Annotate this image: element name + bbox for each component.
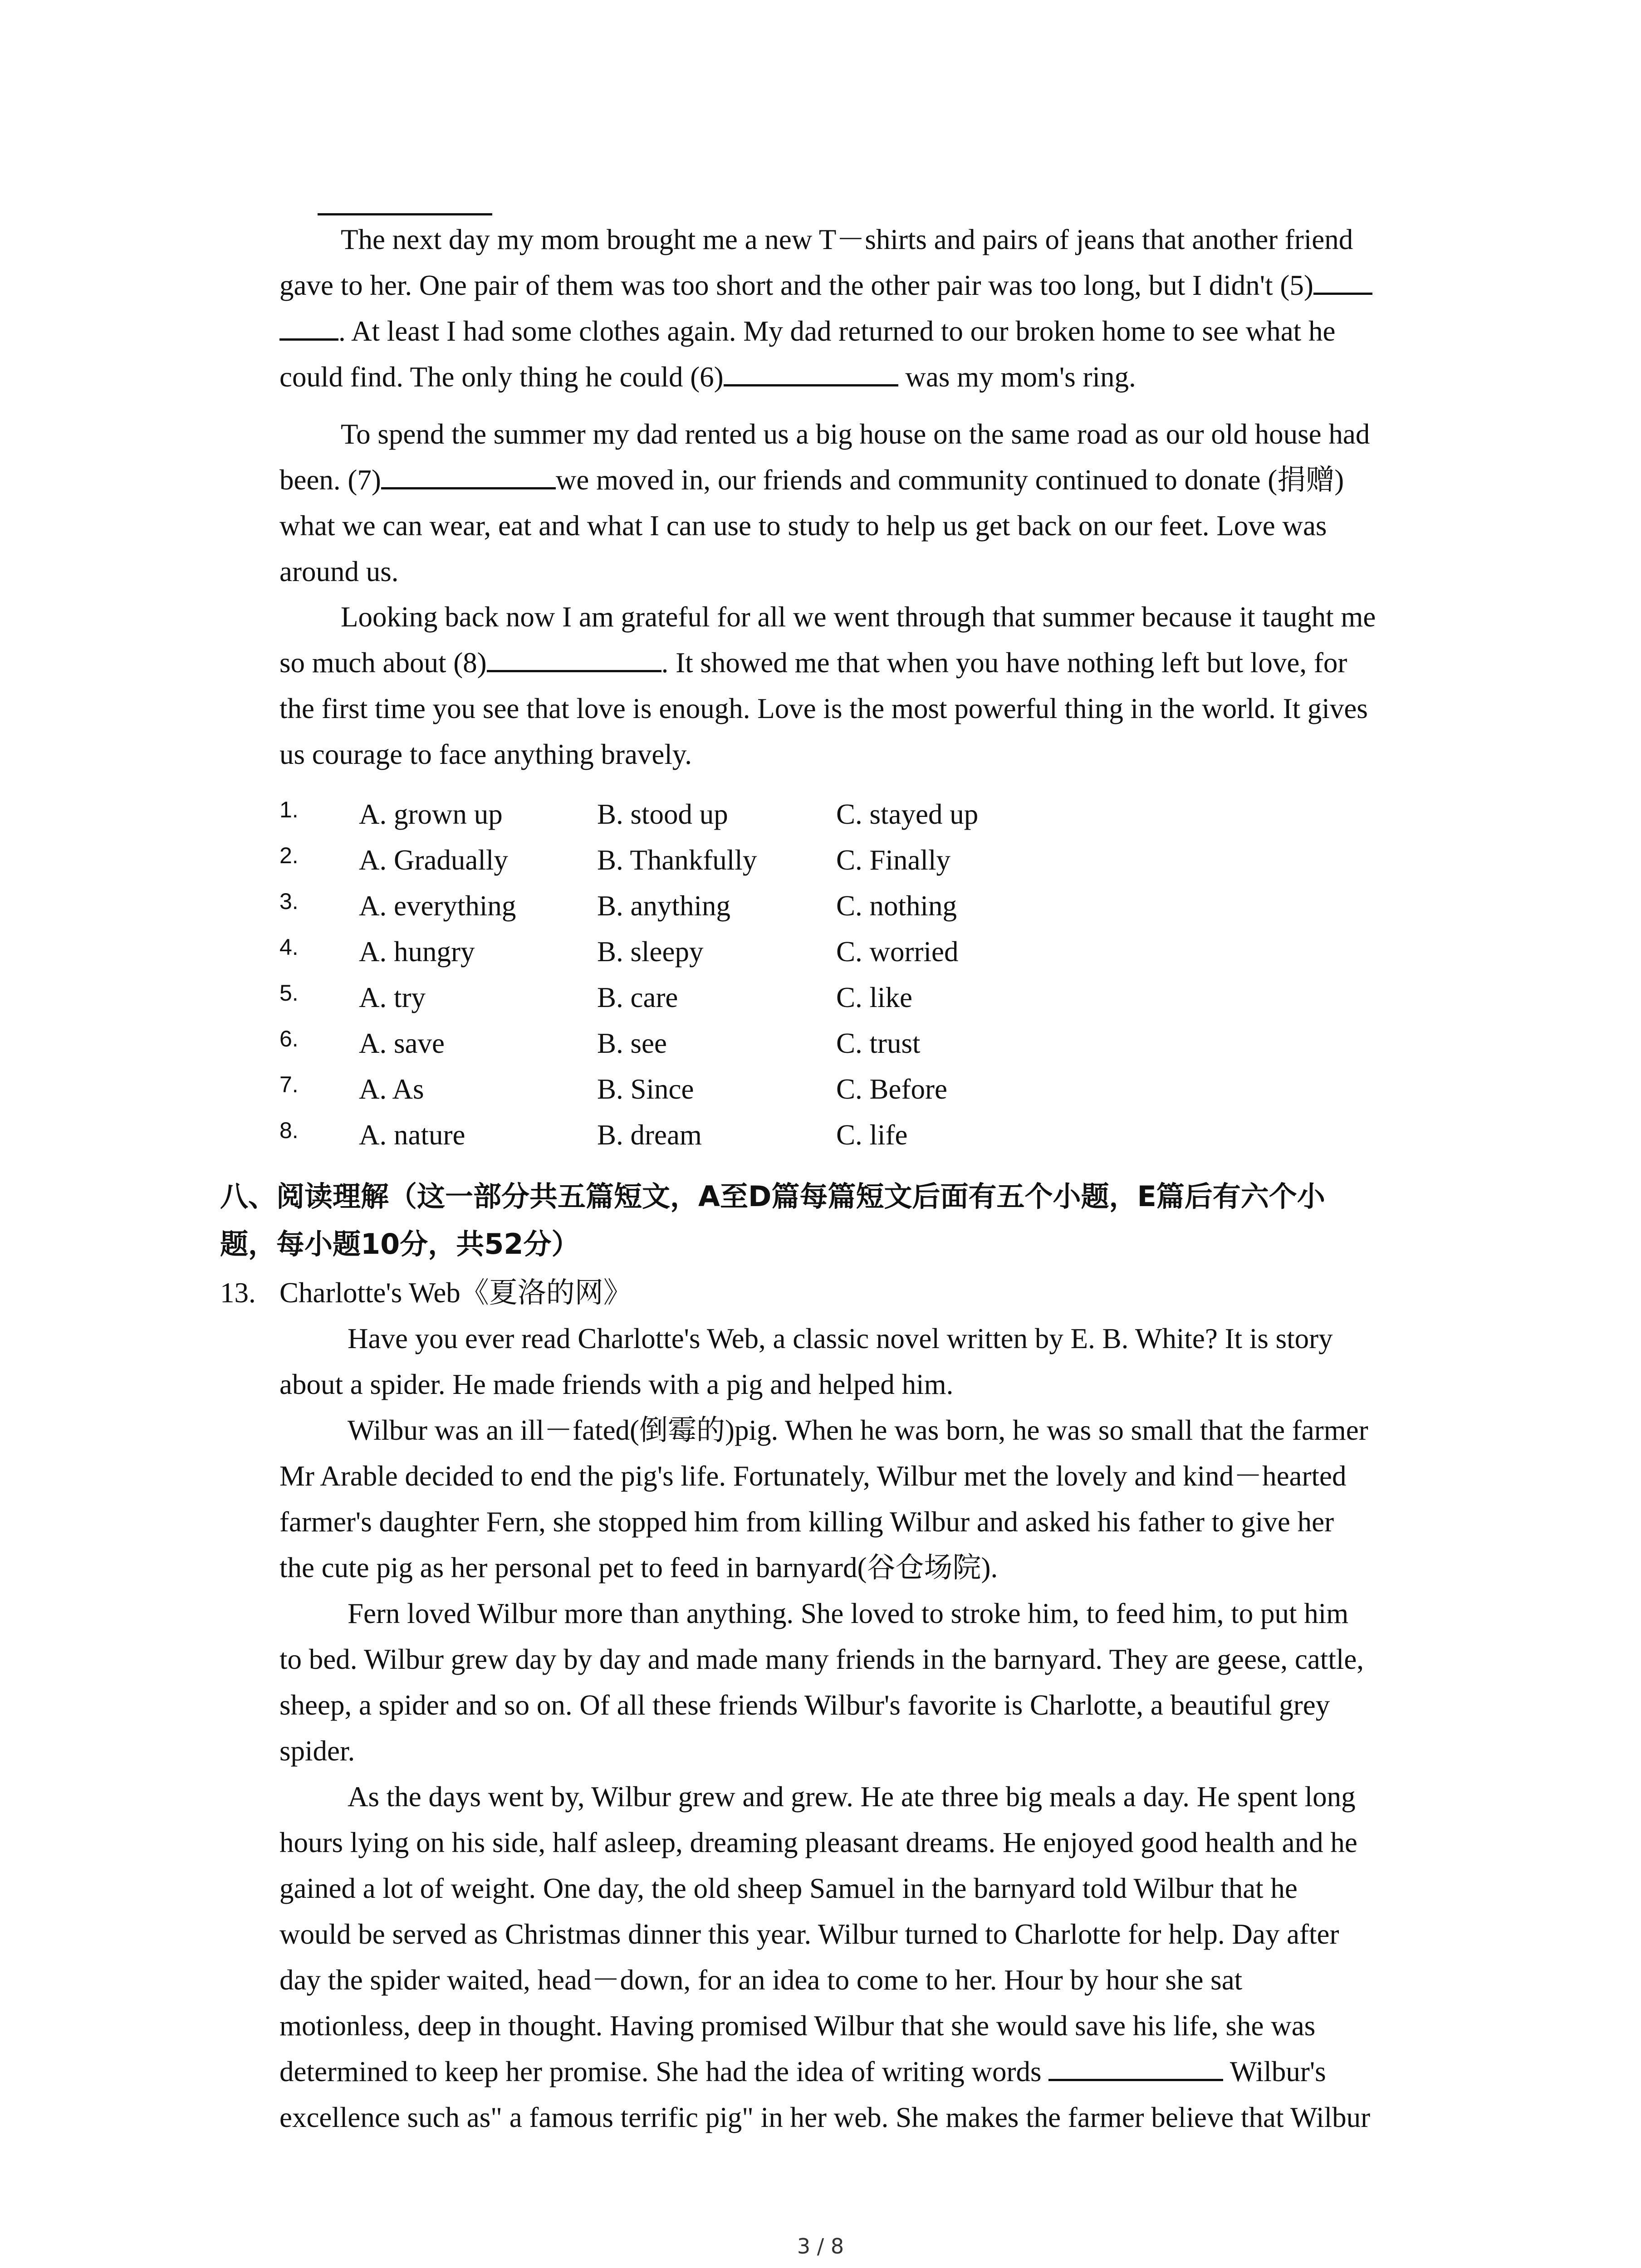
option-b: B. stood up bbox=[597, 798, 728, 830]
question-number: 2. bbox=[279, 843, 299, 868]
article-paragraph-2 bbox=[279, 1408, 1455, 1591]
text-line: As the days went by, Wilbur grew and grew. He ate three big meals a day. He spent long bbox=[348, 1781, 1356, 1813]
option-row bbox=[279, 975, 1459, 1021]
text-line: Wilbur was an ill－fated(倒霉的)pig. When he was born, he was so small that the farmer bbox=[348, 1414, 1368, 1446]
text-line: day the spider waited, head－down, for an idea to come to her. Hour by hour she sat bbox=[279, 1964, 1243, 1996]
option-row bbox=[279, 792, 1459, 837]
article-paragraph-1 bbox=[279, 1316, 1455, 1408]
option-row bbox=[279, 1066, 1459, 1112]
question-number: 7. bbox=[279, 1072, 299, 1097]
text-line: been. (7) we moved in, our friends and community continued to donate (捐赠) bbox=[279, 464, 1344, 496]
text-line: around us. bbox=[279, 556, 399, 587]
text-line: the cute pig as her personal pet to feed in barnyard(谷仓场院). bbox=[279, 1552, 998, 1584]
text-line: gave to her. One pair of them was too short and the other pair was too long, but I didn't (5) bbox=[279, 263, 1455, 308]
article-title: Charlotte's Web《夏洛的网》 bbox=[279, 1277, 632, 1309]
option-row bbox=[279, 883, 1459, 929]
section-heading bbox=[220, 1173, 1463, 1268]
answer-options-list bbox=[279, 792, 1459, 1158]
text-line: the first time you see that love is enough. Love is the most powerful thing in the world. It gives bbox=[279, 693, 1368, 724]
option-c: C. nothing bbox=[836, 890, 957, 922]
option-c: C. stayed up bbox=[836, 798, 979, 830]
option-c: C. worried bbox=[836, 936, 959, 968]
option-b: B. Since bbox=[597, 1073, 694, 1105]
text-line: so much about (8) . It showed me that when you have nothing left but love, for bbox=[279, 647, 1347, 679]
question-number: 6. bbox=[279, 1026, 299, 1051]
option-row bbox=[279, 1021, 1459, 1066]
article-paragraph-3 bbox=[279, 1591, 1455, 1774]
text-line: . At least I had some clothes again. My dad returned to our broken home to see what he bbox=[279, 308, 1455, 354]
text-line: motionless, deep in thought. Having promised Wilbur that she would save his life, she was bbox=[279, 2010, 1316, 2042]
option-b: B. Thankfully bbox=[597, 844, 757, 876]
passage-paragraph-1 bbox=[279, 217, 1455, 400]
option-row bbox=[279, 837, 1459, 883]
question-number: 4. bbox=[279, 934, 299, 960]
option-b: B. dream bbox=[597, 1119, 702, 1151]
text-line: us courage to face anything bravely. bbox=[279, 738, 692, 770]
text-line: spider. bbox=[279, 1735, 355, 1767]
answer-blank-6 bbox=[724, 362, 898, 386]
text-line: To spend the summer my dad rented us a big house on the same road as our old house had bbox=[341, 418, 1370, 450]
option-b: B. sleepy bbox=[597, 936, 704, 968]
heading-line: 八、阅读理解（这一部分共五篇短文，A至D篇每篇短文后面有五个小题，E篇后有六个小 bbox=[220, 1180, 1325, 1213]
text-line: sheep, a spider and so on. Of all these friends Wilbur's favorite is Charlotte, a beautiful grey bbox=[279, 1689, 1330, 1721]
option-a: A. save bbox=[359, 1027, 445, 1059]
option-row bbox=[279, 929, 1459, 975]
option-row bbox=[279, 1112, 1459, 1158]
question-number: 13. bbox=[220, 1277, 256, 1309]
text-line: determined to keep her promise. She had the idea of writing words Wilbur's bbox=[279, 2056, 1326, 2087]
option-c: C. Finally bbox=[836, 844, 951, 876]
text-line: would be served as Christmas dinner this year. Wilbur turned to Charlotte for help. Day after bbox=[279, 1918, 1339, 1950]
option-a: A. hungry bbox=[359, 936, 475, 968]
option-c: C. life bbox=[836, 1119, 908, 1151]
question-number: 5. bbox=[279, 980, 299, 1006]
question-number: 8. bbox=[279, 1118, 299, 1143]
answer-blank-article bbox=[1048, 2056, 1223, 2081]
text-line: The next day my mom brought me a new T－shirts and pairs of jeans that another friend bbox=[341, 224, 1353, 255]
article-paragraph-4 bbox=[279, 1774, 1455, 2141]
text-line: Looking back now I am grateful for all we went through that summer because it taught me bbox=[341, 601, 1376, 633]
option-c: C. trust bbox=[836, 1027, 921, 1059]
answer-blank-7 bbox=[381, 464, 556, 489]
heading-line: 题，每小题10分，共52分） bbox=[220, 1227, 580, 1261]
text-line: what we can wear, eat and what I can use to study to help us get back on our feet. Love was bbox=[279, 510, 1327, 542]
text-line: farmer's daughter Fern, she stopped him from killing Wilbur and asked his father to give her bbox=[279, 1506, 1334, 1538]
option-a: A. everything bbox=[359, 890, 516, 922]
option-a: A. nature bbox=[359, 1119, 465, 1151]
answer-blank-5 bbox=[1313, 270, 1372, 295]
answer-blank-8 bbox=[487, 647, 661, 672]
option-a: A. grown up bbox=[359, 798, 503, 830]
option-b: B. see bbox=[597, 1027, 667, 1059]
passage-paragraph-2 bbox=[279, 411, 1455, 595]
text-line: Mr Arable decided to end the pig's life. Fortunately, Wilbur met the lovely and kind－hearted bbox=[279, 1460, 1347, 1492]
option-a: A. try bbox=[359, 982, 426, 1013]
text-line: excellence such as" a famous terrific pig" in her web. She makes the farmer believe that Wilbur bbox=[279, 2102, 1371, 2133]
option-a: A. Gradually bbox=[359, 844, 508, 876]
option-b: B. care bbox=[597, 982, 678, 1013]
option-c: C. like bbox=[836, 982, 912, 1013]
text-line: Fern loved Wilbur more than anything. She loved to stroke him, to feed him, to put him bbox=[348, 1598, 1349, 1629]
option-a: A. As bbox=[359, 1073, 424, 1105]
question-number: 1. bbox=[279, 797, 299, 822]
text-line: gained a lot of weight. One day, the old sheep Samuel in the barnyard told Wilbur that he bbox=[279, 1872, 1298, 1904]
text-line: Have you ever read Charlotte's Web, a classic novel written by E. B. White? It is story bbox=[348, 1323, 1333, 1354]
page-number: 3 / 8 bbox=[797, 2234, 844, 2258]
passage-paragraph-3 bbox=[279, 594, 1455, 777]
answer-blank-5-cont bbox=[279, 316, 338, 341]
option-c: C. Before bbox=[836, 1073, 947, 1105]
question-number: 3. bbox=[279, 889, 299, 914]
text-line: to bed. Wilbur grew day by day and made many friends in the barnyard. They are geese, cattle, bbox=[279, 1643, 1364, 1675]
answer-blank-line bbox=[318, 213, 492, 215]
text-line: hours lying on his side, half asleep, dreaming pleasant dreams. He enjoyed good health and he bbox=[279, 1827, 1357, 1858]
question-13-title bbox=[220, 1270, 632, 1316]
text-line: could find. The only thing he could (6) was my mom's ring. bbox=[279, 361, 1136, 393]
text-line: about a spider. He made friends with a pig and helped him. bbox=[279, 1369, 954, 1400]
option-b: B. anything bbox=[597, 890, 730, 922]
